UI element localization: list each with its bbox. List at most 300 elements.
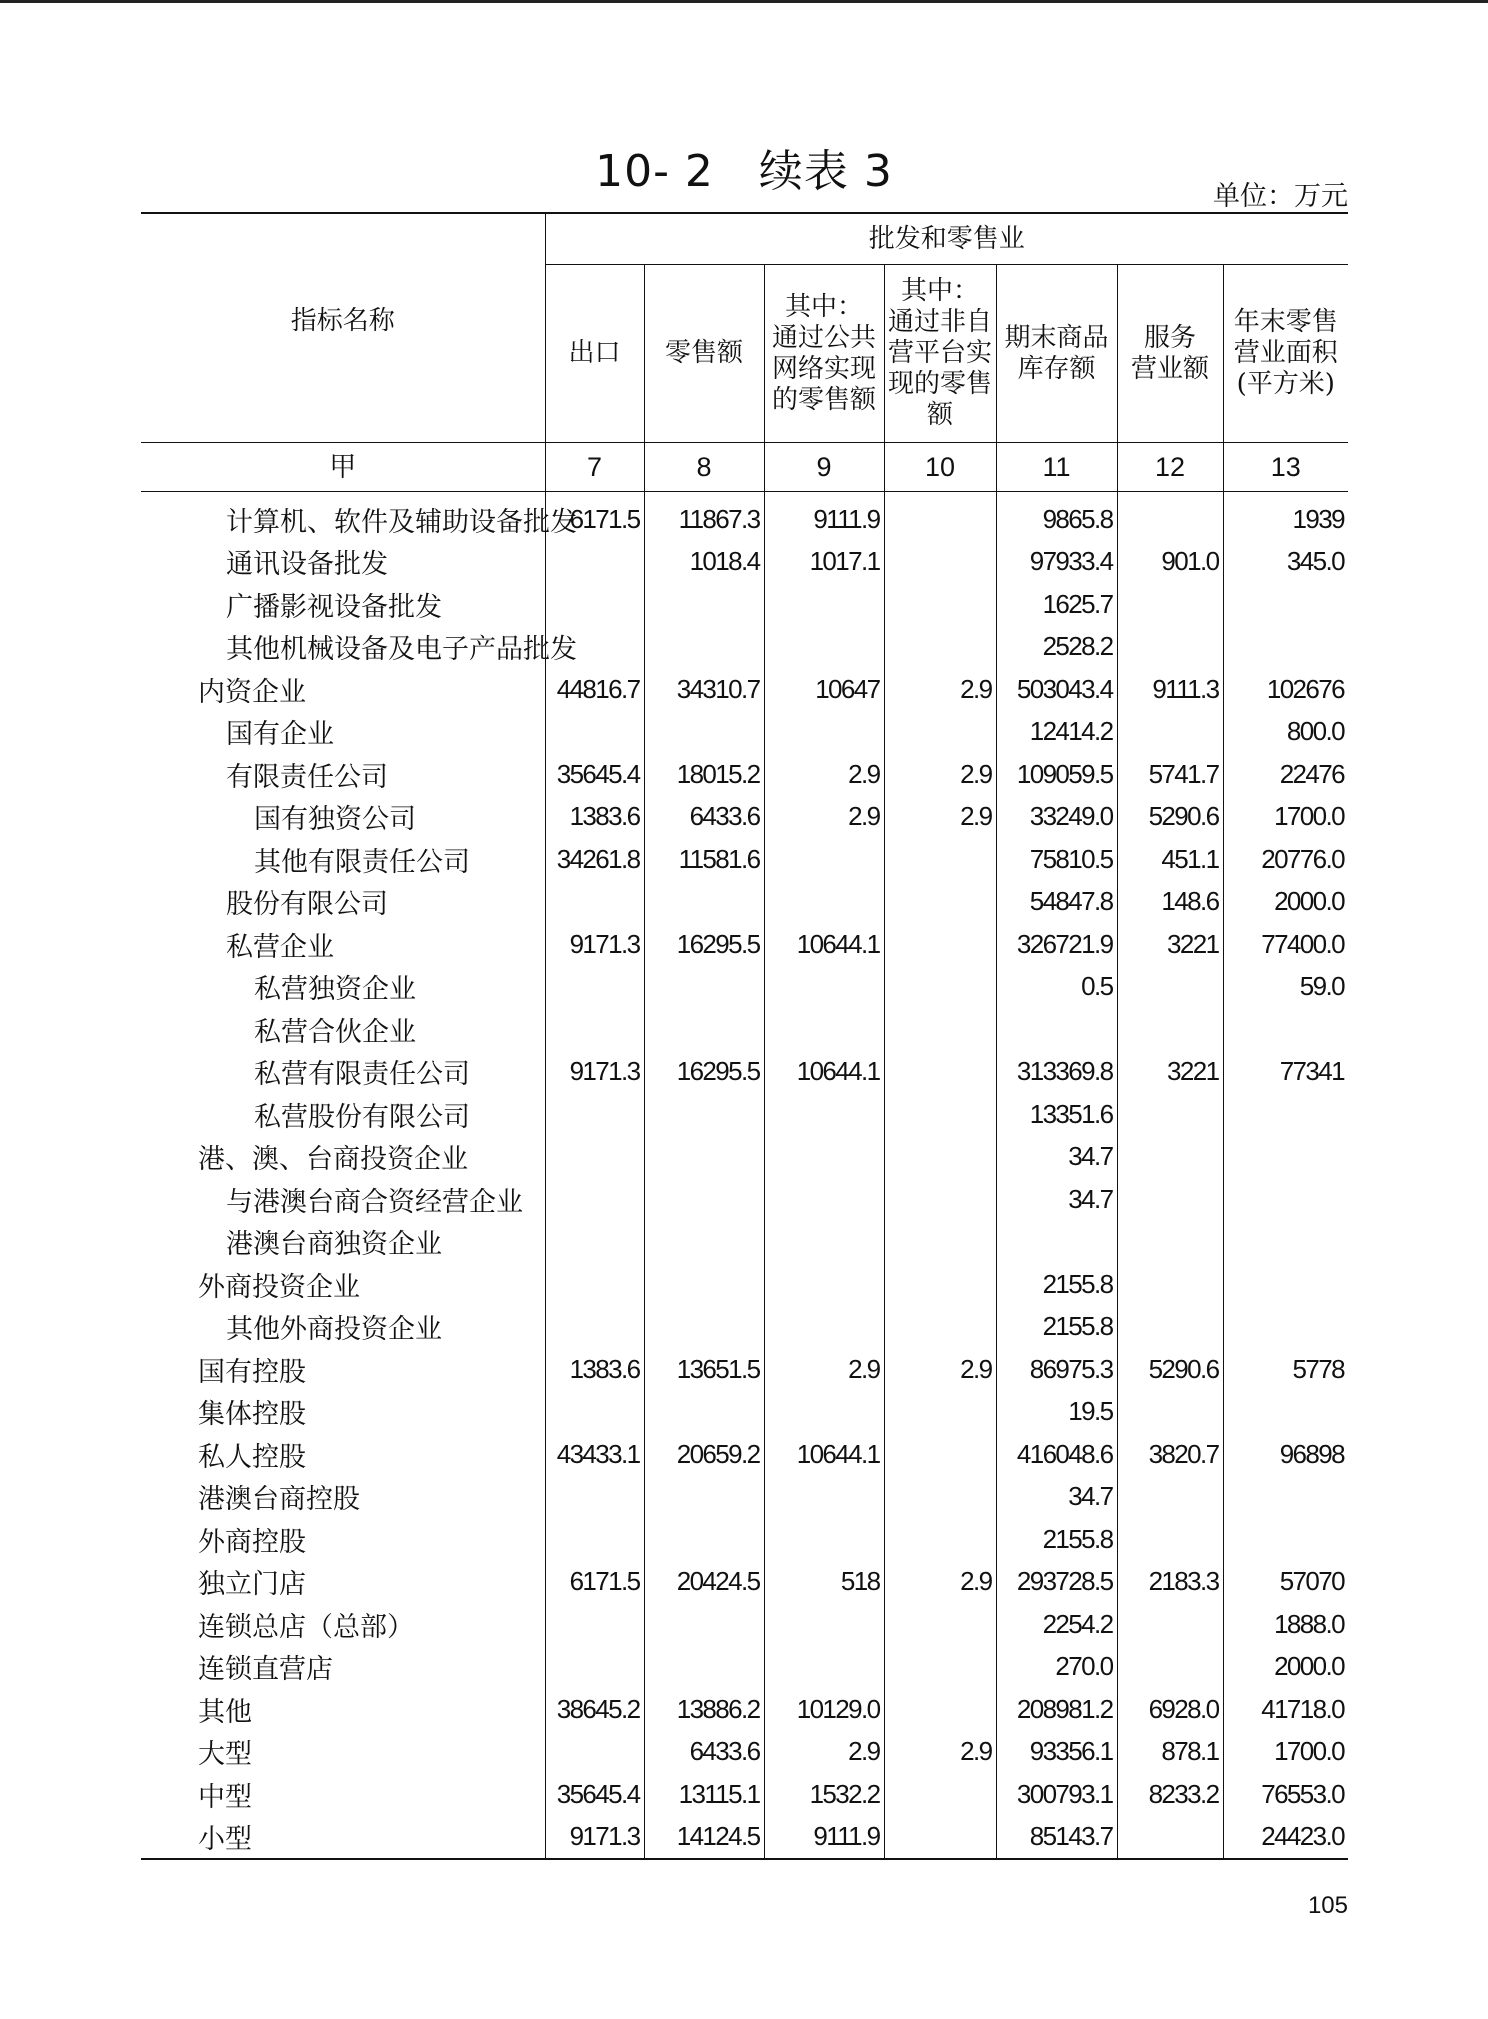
column-number-row [141, 443, 1348, 492]
cell-value: 2254.2 [996, 1603, 1117, 1646]
cell-value [1223, 1263, 1348, 1306]
cell-value: 6433.6 [644, 796, 764, 839]
cell-value [764, 583, 884, 626]
table-row [141, 1773, 1348, 1816]
cell-value: 2528.2 [996, 626, 1117, 669]
cell-value [764, 1221, 884, 1264]
cell-value [1223, 1476, 1348, 1519]
cell-value [764, 1518, 884, 1561]
column-number: 9 [764, 443, 884, 492]
cell-value: 2.9 [884, 1731, 996, 1774]
row-name: 私营有限责任公司 [254, 1059, 470, 1091]
row-name: 集体控股 [198, 1399, 306, 1431]
cell-value [884, 1476, 996, 1519]
cell-value [644, 1093, 764, 1136]
cell-value: 44816.7 [545, 668, 644, 711]
table-row [141, 1093, 1348, 1136]
table-row [141, 541, 1348, 584]
cell-value: 2.9 [884, 1348, 996, 1391]
cell-value [884, 492, 996, 541]
cell-value [1117, 1008, 1223, 1051]
row-name: 私营合伙企业 [254, 1016, 416, 1048]
cell-value: 24423.0 [1223, 1816, 1348, 1860]
cell-value: 109059.5 [996, 753, 1117, 796]
row-name: 股份有限公司 [226, 889, 388, 921]
cell-value [545, 1476, 644, 1519]
cell-value: 13351.6 [996, 1093, 1117, 1136]
cell-value: 9171.3 [545, 1816, 644, 1860]
cell-value [884, 1263, 996, 1306]
cell-value [884, 1518, 996, 1561]
cell-value [884, 1051, 996, 1094]
cell-value: 41718.0 [1223, 1688, 1348, 1731]
cell-value [644, 1136, 764, 1179]
cell-value [1223, 1518, 1348, 1561]
cell-value [644, 1518, 764, 1561]
row-name: 私营股份有限公司 [254, 1101, 470, 1133]
table-row [141, 1348, 1348, 1391]
table-row [141, 711, 1348, 754]
cell-value: 16295.5 [644, 923, 764, 966]
cell-value: 33249.0 [996, 796, 1117, 839]
top-border [0, 0, 1488, 3]
row-name: 通讯设备批发 [226, 549, 388, 581]
cell-value [764, 1136, 884, 1179]
group-header: 批发和零售业 [545, 213, 1348, 265]
cell-value: 13886.2 [644, 1688, 764, 1731]
cell-value [1117, 492, 1223, 541]
cell-value [545, 966, 644, 1009]
cell-value [644, 1008, 764, 1051]
cell-value [884, 1433, 996, 1476]
row-name: 外商控股 [198, 1526, 306, 1558]
cell-value [884, 1178, 996, 1221]
table-row [141, 1221, 1348, 1264]
cell-value: 20776.0 [1223, 838, 1348, 881]
column-header: 其中： 通过非自 营平台实 现的零售 额 [884, 265, 996, 443]
row-name: 广播影视设备批发 [226, 591, 442, 623]
cell-value: 1888.0 [1223, 1603, 1348, 1646]
cell-value [996, 1008, 1117, 1051]
cell-value [884, 923, 996, 966]
cell-value: 20659.2 [644, 1433, 764, 1476]
column-number: 12 [1117, 443, 1223, 492]
cell-value [545, 1518, 644, 1561]
cell-value: 2.9 [884, 796, 996, 839]
cell-value [644, 966, 764, 1009]
cell-value [884, 541, 996, 584]
cell-value [1223, 626, 1348, 669]
table-row [141, 1688, 1348, 1731]
cell-value: 2183.3 [1117, 1561, 1223, 1604]
cell-value: 10647 [764, 668, 884, 711]
cell-value: 59.0 [1223, 966, 1348, 1009]
cell-value: 2.9 [884, 1561, 996, 1604]
row-name: 独立门店 [198, 1569, 306, 1601]
cell-value: 2155.8 [996, 1306, 1117, 1349]
row-name: 大型 [198, 1739, 252, 1771]
cell-value: 97933.4 [996, 541, 1117, 584]
cell-value [545, 1136, 644, 1179]
table-row [141, 1136, 1348, 1179]
cell-value [1223, 1178, 1348, 1221]
cell-value: 34310.7 [644, 668, 764, 711]
row-name: 其他 [198, 1696, 252, 1728]
cell-value: 2.9 [764, 753, 884, 796]
cell-value [545, 1603, 644, 1646]
cell-value [884, 1221, 996, 1264]
cell-value [884, 1773, 996, 1816]
row-name: 国有企业 [226, 719, 334, 751]
cell-value [1117, 1646, 1223, 1689]
cell-value [1223, 1306, 1348, 1349]
cell-value [545, 1178, 644, 1221]
cell-value [644, 1391, 764, 1434]
cell-value: 11867.3 [644, 492, 764, 541]
cell-value: 3221 [1117, 923, 1223, 966]
cell-value [764, 626, 884, 669]
cell-value [884, 1646, 996, 1689]
cell-value: 800.0 [1223, 711, 1348, 754]
table-row [141, 966, 1348, 1009]
cell-value: 3820.7 [1117, 1433, 1223, 1476]
cell-value: 451.1 [1117, 838, 1223, 881]
index-label: 甲 [141, 443, 545, 492]
cell-value: 5290.6 [1117, 796, 1223, 839]
cell-value [884, 1136, 996, 1179]
column-number: 8 [644, 443, 764, 492]
table-row [141, 1263, 1348, 1306]
table-row [141, 1433, 1348, 1476]
cell-value [884, 881, 996, 924]
cell-value [644, 1646, 764, 1689]
cell-value: 9171.3 [545, 923, 644, 966]
cell-value: 13651.5 [644, 1348, 764, 1391]
cell-value: 11581.6 [644, 838, 764, 881]
table-row [141, 753, 1348, 796]
cell-value: 54847.8 [996, 881, 1117, 924]
cell-value [1223, 1221, 1348, 1264]
cell-value [644, 1221, 764, 1264]
cell-value: 10644.1 [764, 1433, 884, 1476]
cell-value [545, 1306, 644, 1349]
cell-value [1117, 1221, 1223, 1264]
cell-value: 93356.1 [996, 1731, 1117, 1774]
cell-value [1223, 1008, 1348, 1051]
cell-value: 2000.0 [1223, 881, 1348, 924]
cell-value [884, 626, 996, 669]
cell-value: 2.9 [884, 753, 996, 796]
cell-value [764, 966, 884, 1009]
column-header: 其中： 通过公共 网络实现 的零售额 [764, 265, 884, 443]
cell-value [1117, 583, 1223, 626]
cell-value: 57070 [1223, 1561, 1348, 1604]
column-header: 服务 营业额 [1117, 265, 1223, 443]
cell-value: 6171.5 [545, 492, 644, 541]
cell-value: 6171.5 [545, 1561, 644, 1604]
cell-value: 1018.4 [644, 541, 764, 584]
row-name: 其他外商投资企业 [226, 1314, 442, 1346]
cell-value: 270.0 [996, 1646, 1117, 1689]
cell-value: 10644.1 [764, 1051, 884, 1094]
column-number: 10 [884, 443, 996, 492]
cell-value [1223, 1093, 1348, 1136]
cell-value [884, 1816, 996, 1860]
cell-value [884, 1306, 996, 1349]
cell-value [545, 1391, 644, 1434]
cell-value [884, 1391, 996, 1434]
cell-value: 2.9 [764, 796, 884, 839]
cell-value [1117, 1136, 1223, 1179]
cell-value: 1017.1 [764, 541, 884, 584]
cell-value: 8233.2 [1117, 1773, 1223, 1816]
row-name: 计算机、软件及辅助设备批发 [226, 506, 577, 538]
cell-value [545, 1008, 644, 1051]
cell-value [764, 1178, 884, 1221]
cell-value [545, 583, 644, 626]
cell-value [1117, 1603, 1223, 1646]
cell-value: 34.7 [996, 1476, 1117, 1519]
cell-value [764, 1476, 884, 1519]
cell-value: 326721.9 [996, 923, 1117, 966]
cell-value: 38645.2 [545, 1688, 644, 1731]
cell-value: 148.6 [1117, 881, 1223, 924]
table-row [141, 838, 1348, 881]
cell-value [545, 541, 644, 584]
cell-value: 6928.0 [1117, 1688, 1223, 1731]
cell-value [764, 711, 884, 754]
cell-value [764, 1646, 884, 1689]
cell-value [644, 1476, 764, 1519]
cell-value: 1383.6 [545, 1348, 644, 1391]
row-header: 指标名称 [290, 306, 395, 336]
table-row [141, 668, 1348, 711]
cell-value [764, 1306, 884, 1349]
cell-value: 2.9 [764, 1731, 884, 1774]
cell-value: 416048.6 [996, 1433, 1117, 1476]
row-name: 其他机械设备及电子产品批发 [226, 634, 577, 666]
row-name: 私人控股 [198, 1441, 306, 1473]
cell-value: 208981.2 [996, 1688, 1117, 1731]
cell-value [545, 711, 644, 754]
cell-value: 16295.5 [644, 1051, 764, 1094]
cell-value: 1700.0 [1223, 796, 1348, 839]
table-row [141, 1816, 1348, 1860]
cell-value [644, 626, 764, 669]
cell-value: 2.9 [884, 668, 996, 711]
column-number: 7 [545, 443, 644, 492]
cell-value: 1625.7 [996, 583, 1117, 626]
row-name: 中型 [198, 1781, 252, 1813]
cell-value [1117, 1476, 1223, 1519]
cell-value: 9111.9 [764, 1816, 884, 1860]
table-row [141, 796, 1348, 839]
cell-value [1117, 1093, 1223, 1136]
cell-value: 13115.1 [644, 1773, 764, 1816]
cell-value: 3221 [1117, 1051, 1223, 1094]
column-header: 年末零售 营业面积 (平方米) [1223, 265, 1348, 443]
cell-value: 96898 [1223, 1433, 1348, 1476]
cell-value: 901.0 [1117, 541, 1223, 584]
cell-value [644, 1263, 764, 1306]
table-row [141, 626, 1348, 669]
table-body [141, 492, 1348, 1860]
cell-value [644, 583, 764, 626]
cell-value [764, 881, 884, 924]
cell-value [764, 1008, 884, 1051]
cell-value: 9111.9 [764, 492, 884, 541]
cell-value: 43433.1 [545, 1433, 644, 1476]
column-header: 出口 [545, 265, 644, 443]
cell-value [764, 1093, 884, 1136]
cell-value [644, 1603, 764, 1646]
table-row [141, 1391, 1348, 1434]
cell-value: 9171.3 [545, 1051, 644, 1094]
cell-value [996, 1221, 1117, 1264]
cell-value [1117, 966, 1223, 1009]
cell-value: 293728.5 [996, 1561, 1117, 1604]
cell-value: 14124.5 [644, 1816, 764, 1860]
row-name: 与港澳台商合资经营企业 [226, 1186, 523, 1218]
cell-value [1223, 1136, 1348, 1179]
table-row [141, 1008, 1348, 1051]
cell-value: 5778 [1223, 1348, 1348, 1391]
cell-value: 300793.1 [996, 1773, 1117, 1816]
row-name: 外商投资企业 [198, 1271, 360, 1303]
cell-value [644, 1306, 764, 1349]
table-row [141, 923, 1348, 966]
table-row [141, 1051, 1348, 1094]
cell-value: 5290.6 [1117, 1348, 1223, 1391]
cell-value [884, 711, 996, 754]
row-name: 港澳台商控股 [198, 1484, 360, 1516]
cell-value: 6433.6 [644, 1731, 764, 1774]
page-number: 105 [1307, 1892, 1348, 1919]
row-name: 有限责任公司 [226, 761, 388, 793]
cell-value: 12414.2 [996, 711, 1117, 754]
table-row [141, 1306, 1348, 1349]
column-number: 11 [996, 443, 1117, 492]
cell-value [644, 881, 764, 924]
row-name: 连锁直营店 [198, 1654, 333, 1686]
column-header: 零售额 [644, 265, 764, 443]
cell-value [545, 1646, 644, 1689]
cell-value [1117, 1518, 1223, 1561]
cell-value [545, 1093, 644, 1136]
cell-value: 1700.0 [1223, 1731, 1348, 1774]
cell-value [1117, 711, 1223, 754]
unit-label: 单位：万元 [1213, 181, 1348, 212]
row-name: 小型 [198, 1824, 252, 1856]
row-name: 私营企业 [226, 931, 334, 963]
cell-value [884, 838, 996, 881]
cell-value: 18015.2 [644, 753, 764, 796]
cell-value: 86975.3 [996, 1348, 1117, 1391]
cell-value: 34261.8 [545, 838, 644, 881]
cell-value: 1532.2 [764, 1773, 884, 1816]
cell-value: 0.5 [996, 966, 1117, 1009]
cell-value: 34.7 [996, 1178, 1117, 1221]
cell-value [884, 1093, 996, 1136]
cell-value: 518 [764, 1561, 884, 1604]
cell-value: 503043.4 [996, 668, 1117, 711]
cell-value [644, 1178, 764, 1221]
cell-value: 35645.4 [545, 753, 644, 796]
cell-value [545, 881, 644, 924]
cell-value: 10129.0 [764, 1688, 884, 1731]
statistics-table [141, 212, 1348, 1860]
cell-value: 313369.8 [996, 1051, 1117, 1094]
cell-value [545, 1263, 644, 1306]
cell-value [884, 1688, 996, 1731]
column-number: 13 [1223, 443, 1348, 492]
row-name: 私营独资企业 [254, 974, 416, 1006]
page-title: 10- 2 续表 3 [595, 146, 893, 197]
cell-value [764, 1263, 884, 1306]
row-name: 其他有限责任公司 [254, 846, 470, 878]
cell-value: 102676 [1223, 668, 1348, 711]
cell-value [545, 1731, 644, 1774]
cell-value: 34.7 [996, 1136, 1117, 1179]
cell-value [1117, 1306, 1223, 1349]
table-row [141, 583, 1348, 626]
cell-value: 2155.8 [996, 1518, 1117, 1561]
cell-value [764, 838, 884, 881]
cell-value [884, 966, 996, 1009]
row-name: 港、澳、台商投资企业 [198, 1144, 468, 1176]
cell-value [1223, 1391, 1348, 1434]
cell-value: 77400.0 [1223, 923, 1348, 966]
row-name: 国有控股 [198, 1356, 306, 1388]
cell-value [764, 1603, 884, 1646]
cell-value [764, 1391, 884, 1434]
cell-value: 76553.0 [1223, 1773, 1348, 1816]
cell-value [1117, 1263, 1223, 1306]
cell-value: 10644.1 [764, 923, 884, 966]
cell-value: 5741.7 [1117, 753, 1223, 796]
table-row [141, 1646, 1348, 1689]
cell-value: 77341 [1223, 1051, 1348, 1094]
cell-value: 20424.5 [644, 1561, 764, 1604]
cell-value: 878.1 [1117, 1731, 1223, 1774]
cell-value: 19.5 [996, 1391, 1117, 1434]
table-row [141, 1731, 1348, 1774]
table-row [141, 1561, 1348, 1604]
cell-value [1117, 626, 1223, 669]
row-name: 内资企业 [198, 676, 306, 708]
cell-value [545, 1221, 644, 1264]
cell-value: 2155.8 [996, 1263, 1117, 1306]
cell-value [884, 1603, 996, 1646]
row-name: 港澳台商独资企业 [226, 1229, 442, 1261]
cell-value [884, 1008, 996, 1051]
cell-value: 2.9 [764, 1348, 884, 1391]
cell-value: 1939 [1223, 492, 1348, 541]
cell-value: 22476 [1223, 753, 1348, 796]
table-row [141, 1518, 1348, 1561]
cell-value: 345.0 [1223, 541, 1348, 584]
column-header: 期末商品 库存额 [996, 265, 1117, 443]
cell-value: 1383.6 [545, 796, 644, 839]
table-row [141, 881, 1348, 924]
cell-value [1117, 1816, 1223, 1860]
cell-value: 9111.3 [1117, 668, 1223, 711]
table-row [141, 492, 1348, 541]
cell-value: 2000.0 [1223, 1646, 1348, 1689]
cell-value: 35645.4 [545, 1773, 644, 1816]
cell-value [644, 711, 764, 754]
row-name: 国有独资公司 [254, 804, 416, 836]
